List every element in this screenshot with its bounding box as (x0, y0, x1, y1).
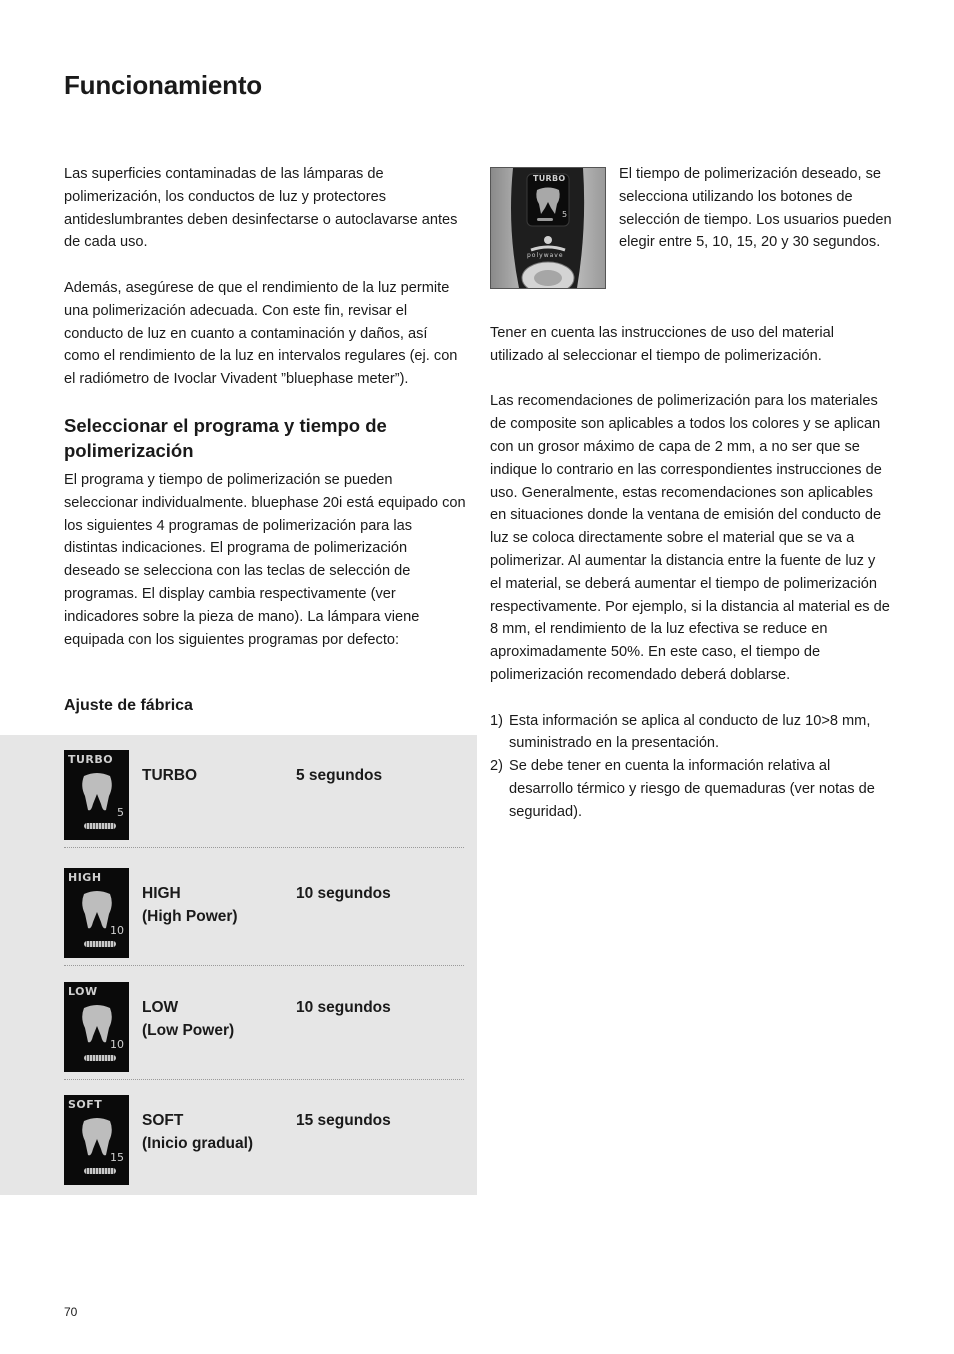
program-time: 10 segundos (296, 999, 391, 1016)
list-item (490, 755, 890, 823)
display-label: TURBO (68, 753, 114, 766)
program-time: 10 segundos (296, 885, 391, 902)
program-name: LOW (Low Power) (142, 999, 235, 1039)
display-seconds: 15 (110, 1151, 124, 1164)
handpiece-photo (490, 167, 606, 289)
footnote-text: Se debe tener en cuenta la información relativa al desarrollo térmico y riesgo de quemaduras (ver notas de seguridad). (509, 758, 875, 820)
footnote-marker: 1) (490, 712, 503, 729)
display-level-bar (84, 823, 116, 829)
display-level-bar (84, 941, 116, 947)
display-level-bar (84, 1055, 116, 1061)
program-selection-paragraph: El programa y tiempo de polimerización se pueden seleccionar individualmente. bluephase 20i está equipado con los siguientes 4 programas de polimerización para las distintas indicaciones. El programa de polimerización deseado se selecciona con las teclas de selección de programas. El display cambia respectivamente (ver indicadores sobre la pieza de mano). La lámpara viene equipada con los siguientes programas por defecto: (64, 472, 466, 648)
footnote-text: Esta información se aplica al conducto de luz 10>8 mm, suministrado en la presentación. (509, 712, 871, 752)
program-name: SOFT (Inicio gradual) (142, 1112, 254, 1152)
program-name: TURBO (142, 767, 198, 784)
program-table-panel (0, 735, 477, 1195)
disinfection-paragraph: Las superficies contaminadas de las lámparas de polimerización, los conductos de luz y protectores antideslumbrantes deben desinfectarse o autoclavarse antes de cada uso. (64, 166, 458, 251)
instructions-paragraph: Tener en cuenta las instrucciones de uso del material utilizado al seleccionar el tiempo de polimerización. (490, 325, 834, 364)
display-thumbnail (64, 750, 129, 840)
factory-settings-heading: Ajuste de fábrica (64, 697, 193, 714)
program-name: HIGH (High Power) (142, 885, 238, 925)
program-row (64, 1080, 464, 1193)
right-column (490, 322, 890, 824)
footnotes-list (490, 710, 890, 824)
page-number: 70 (64, 1305, 78, 1319)
left-column-intro (64, 163, 464, 414)
program-row (64, 735, 464, 848)
section-heading: Seleccionar el programa y tiempo de polimerización (64, 415, 387, 461)
handpiece-brand-text: polywave (527, 252, 564, 259)
tooth-icon (78, 770, 116, 814)
footnote-marker: 2) (490, 758, 503, 775)
display-level-bar (84, 1168, 116, 1174)
display-seconds: 10 (110, 924, 124, 937)
display-thumbnail (64, 868, 129, 958)
page-title: Funcionamiento (64, 70, 262, 100)
program-row (64, 853, 464, 966)
list-item (490, 710, 890, 756)
display-thumbnail (64, 982, 129, 1072)
time-selection-paragraph: El tiempo de polimerización deseado, se selecciona utilizando los botones de selección de tiempo. Los usuarios pueden elegir entre 5, 10, 15, 20 y 30 segundos. (619, 166, 892, 251)
display-label: HIGH (68, 871, 102, 884)
program-row (64, 967, 464, 1080)
display-seconds: 5 (117, 806, 124, 819)
program-time: 5 segundos (296, 767, 383, 784)
display-thumbnail (64, 1095, 129, 1185)
program-time: 15 segundos (296, 1112, 391, 1129)
display-label: LOW (68, 985, 98, 998)
handpiece-display-seconds: 5 (562, 210, 568, 219)
display-seconds: 10 (110, 1038, 124, 1051)
handpiece-display-label: TURBO (533, 174, 566, 183)
light-output-paragraph: Además, asegúrese de que el rendimiento de la luz permite una polimerización adecuada. Con este fin, revisar el conducto de luz en cuanto a contaminación y daños, así como el rendimiento de la luz en intervalos regulares (ej. con el radiómetro de Ivoclar Vivadent ”bluephase meter”). (64, 279, 458, 388)
recommendations-paragraph: Las recomendaciones de polimerización para los materiales de composite son aplicables a todos los colores y se aplican con un grosor máximo de capa de 2 mm, a no ser que se indique lo contrario en las correspondientes instrucciones de uso. Generalmente, estas recomendaciones son aplicables en situaciones donde la ventana de emisión del conducto de luz se coloca directamente sobre el material que se va a polimerizar. Al aumentar la distancia entre la fuente de luz y el material, se deberá aumentar el tiempo de polimerización respectivamente. Por ejemplo, si la distancia al material es de 8 mm, el rendimiento de la luz efectiva se reduce en aproximadamente 50%. En este caso, el tiempo de polimerización recomendado deberá doblarse. (490, 393, 890, 683)
handpiece-illustration (491, 168, 605, 288)
display-label: SOFT (68, 1098, 103, 1111)
